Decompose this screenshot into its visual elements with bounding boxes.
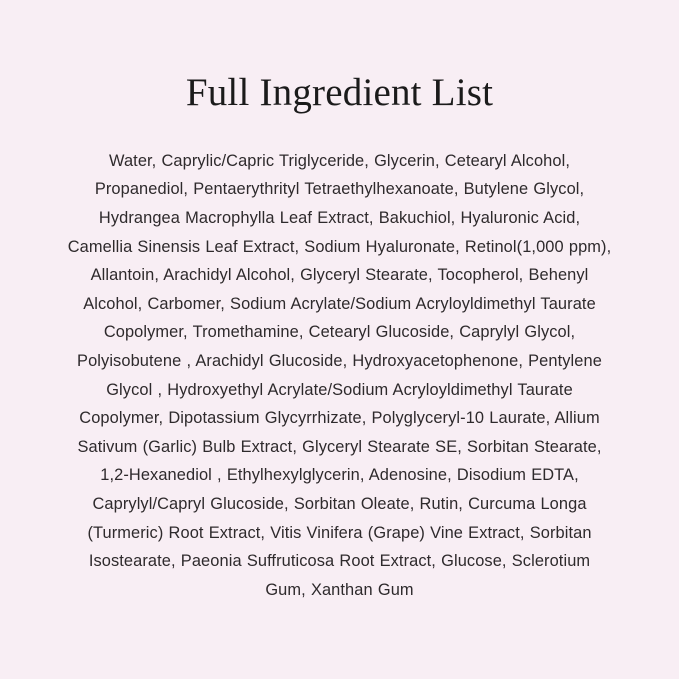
page-title: Full Ingredient List	[185, 71, 494, 114]
ingredient-list-text: Water, Caprylic/Capric Triglyceride, Glycerin, Cetearyl Alcohol, Propanediol, Pentaerythrityl Tetraethylhexanoate, Butylene Glycol, Hydrangea Macrophylla Leaf Extract, Bakuchiol, Hyaluronic Acid, Camellia Sinensis Leaf Extract, Sodium Hyaluronate, Retinol(1,000 ppm), Allantoin, Arachidyl Alcohol, Glyceryl Stearate, Tocopherol, Behenyl Alcohol, Carbomer, Sodium Acrylate/Sodium Acryloyldimethyl Taurate Copolymer, Tromethamine, Cetearyl Glucoside, Caprylyl Glycol, Polyisobutene , Arachidyl Glucoside, Hydroxyacetophenone, Pentylene Glycol , Hydroxyethyl Acrylate/Sodium Acryloyldimethyl Taurate Copolymer, Dipotassium Glycyrrhizate, Polyglyceryl-10 Laurate, Allium Sativum (Garlic) Bulb Extract, Glyceryl Stearate SE, Sorbitan Stearate, 1,2-Hexanediol , Ethylhexylglycerin, Adenosine, Disodium EDTA, Caprylyl/Capryl Glucoside, Sorbitan Oleate, Rutin, Curcuma Longa (Turmeric) Root Extract, Vitis Vinifera (Grape) Vine Extract, Sorbitan Isostearate, Paeonia Suffruticosa Root Extract, Glucose, Sclerotium Gum, Xanthan Gum	[67, 151, 612, 599]
